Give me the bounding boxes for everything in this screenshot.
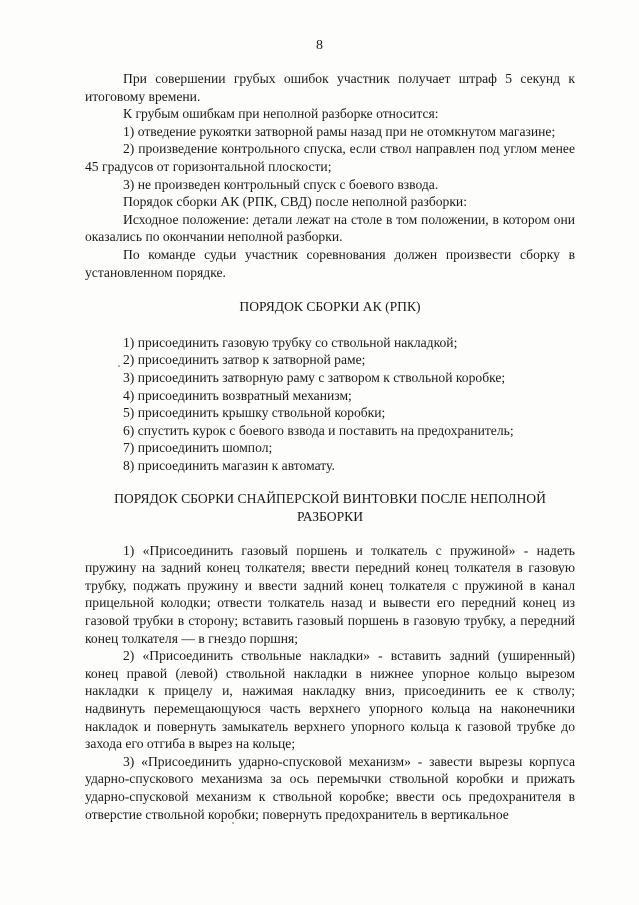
paragraph-initial-position: Исходное положение: детали лежат на столе в том положении, в котором они оказались по окончании неполной разборки. — [85, 211, 575, 245]
heading-svd-assembly — [85, 490, 575, 525]
list-item: 1) «Присоединить газовый поршень и толкатель с пружиной» - надеть пружину на задний конец толкателя; ввести передний конец толкателя в газовую трубку, поджать пружину и ввести задний конец толкателя с пружиной в канал прицельной колодки; отвести толкатель назад и вывести его передний конец из газовой трубки в сторону; вставить газовый поршень в газовую трубку, а передний конец толкателя — в гнездо поршня; — [85, 542, 575, 646]
paragraph-penalty: При совершении грубых ошибок участник получает штраф 5 секунд к итоговому времени. — [85, 71, 575, 104]
list-item: 2) «Присоединить ствольные накладки» - вставить задний (уширенный) конец правой (левой) ствольной накладки в нижнее упорное кольцо вырезом накладки к прицелу и, нажимая накладку вниз, присоединить ее к стволу; надвинуть перемещающуюся часть верхнего упорного кольца на наконечники накладок и повернуть замыкатель верхнего упорного кольца к газовой трубке до захода его отгиба в вырез на кольце; — [85, 648, 575, 752]
paragraph-assembly-order: Порядок сборки АК (РПК, СВД) после неполной разборки: — [123, 194, 467, 210]
paragraph-error-3: 3) не произведен контрольный спуск с боевого взвода. — [123, 176, 439, 192]
list-item: 7) присоединить шомпол; — [123, 440, 273, 456]
paragraph-error-1: 1) отведение рукоятки затворной рамы назад при не отомкнутом магазине; — [123, 123, 556, 139]
paragraph-judge-command: По команде судьи участник соревнования должен произвести сборку в установленном порядке. — [85, 246, 575, 280]
scan-speck — [232, 822, 234, 824]
list-item: 2) присоединить затвор к затворной раме; — [123, 352, 366, 368]
list-item: 3) присоединить затворную раму с затвором к ствольной коробке; — [123, 369, 506, 385]
page-content — [85, 70, 575, 823]
list-item: 5) присоединить крышку ствольной коробки; — [123, 405, 386, 421]
heading-svd-line-2: РАЗБОРКИ — [296, 509, 364, 525]
list-item: 3) «Присоединить ударно-спусковой механизм» - завести вырезы корпуса ударно-спускового механизма за ось перемычки ствольной коробки и прижать ударно-спусковой механизм к ствольной коробке; ввести ось предохранителя в отверстие ствольной коробки; повернуть предохранитель в вертикальное — [85, 753, 575, 822]
page-number: 8 — [316, 38, 323, 53]
list-item: 1) присоединить газовую трубку со ствольной накладкой; — [123, 334, 458, 350]
list-item: 4) присоединить возвратный механизм; — [123, 387, 352, 403]
svd-steps-list — [85, 542, 575, 824]
ak-steps-list — [85, 334, 575, 475]
list-item: 8) присоединить магазин к автомату. — [123, 457, 335, 473]
paragraph-error-2: 2) произведение контрольного спуска, если ствол направлен под углом менее 45 градусов от горизонтальной плоскости; — [85, 141, 575, 174]
paragraph-gross-errors: К грубым ошибкам при неполной разборке относится: — [123, 106, 439, 122]
scan-speck — [118, 365, 120, 367]
heading-ak-assembly: ПОРЯДОК СБОРКИ АК (РПК) — [239, 299, 421, 315]
list-item: 6) спустить курок с боевого взвода и поставить на предохранитель; — [123, 422, 514, 438]
heading-svd-line-1: ПОРЯДОК СБОРКИ СНАЙПЕРСКОЙ ВИНТОВКИ ПОСЛЕ НЕПОЛНОЙ — [114, 491, 546, 507]
